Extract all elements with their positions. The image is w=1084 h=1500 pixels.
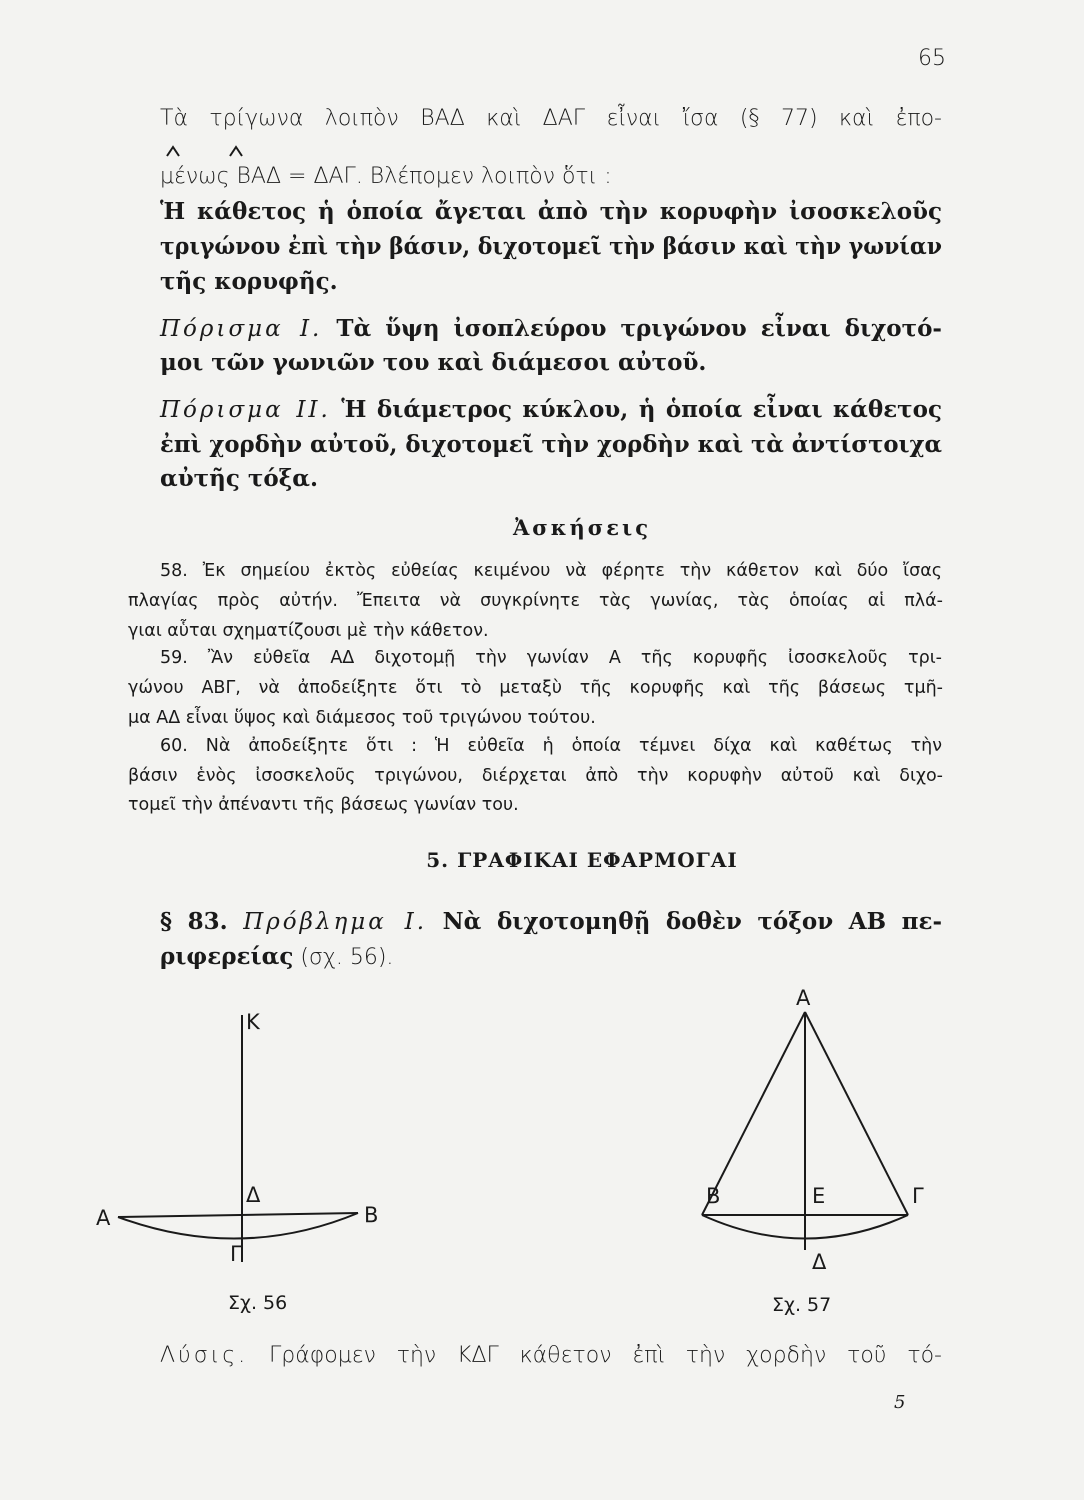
problem-label: Πρόβλημα I. (243, 909, 428, 935)
text: Ἡ διάμετρος κύκλου, ἡ ὁποία εἶναι κάθετος (341, 396, 943, 423)
fig56-label-d: Δ (246, 1183, 261, 1207)
fig56-chord (118, 1213, 358, 1217)
porisma-label: Πόρισμα II. (160, 397, 331, 423)
porisma2-line: αὐτῆς τόξα. (160, 465, 319, 492)
page-number: 65 (918, 46, 946, 71)
text: (σχ. 56). (293, 945, 394, 970)
solution-line (160, 1343, 942, 1368)
fig57-caption: Σχ. 57 (772, 1294, 832, 1316)
exercise-59: γώνου ΑΒΓ, νὰ ἀποδείξητε ὅτι τὸ μεταξὺ τῆς κορυφῆς καὶ τῆς βάσεως τμῆ- (128, 678, 943, 698)
fig57-label-b: Β (706, 1184, 721, 1208)
text: Νὰ διχοτομηθῇ δοθὲν τόξον ΑΒ πε- (442, 908, 942, 935)
exercise-60: τομεῖ τὴν ἀπέναντι τῆς βάσεως γωνίαν του. (128, 795, 519, 815)
text: Τὰ ὕψη ἰσοπλεύρου τριγώνου εἶναι διχοτό- (336, 315, 942, 342)
text: . Βλέπομεν λοιπὸν ὅτι : (355, 164, 612, 189)
theorem-line: τῆς κορυφῆς. (160, 268, 338, 295)
porisma1-line: μοι τῶν γωνιῶν του καὶ διάμεσοι αὐτοῦ. (160, 349, 707, 376)
equals-sign: = (281, 164, 314, 189)
porisma-label: Πόρισμα I. (160, 316, 323, 342)
fig57-label-g: Γ (912, 1184, 924, 1208)
exercises-heading: Ἀσκήσεις (513, 515, 651, 540)
exercise-59: μα ΑΔ εἶναι ὕψος καὶ διάμεσος τοῦ τριγώνου τούτου. (128, 708, 596, 728)
exercise-58: 58. Ἐκ σημείου ἐκτὸς εὐθείας κειμένου νὰ φέρητε τὴν κάθετον καὶ δύο ἴσας (160, 561, 942, 581)
angle-hat-mark (167, 147, 179, 156)
angle-label: ΒΑΔ (236, 164, 282, 189)
fig57-label-a: Α (796, 986, 811, 1010)
paragraph-line: Τὰ τρίγωνα λοιπὸν ΒΑΔ καὶ ΔΑΓ εἶναι ἴσα (§ 77) καὶ ἐπο- (160, 106, 942, 131)
exercise-60: 60. Νὰ ἀποδείξητε ὅτι : Ἡ εὐθεῖα ἡ ὁποία τέμνει δίχα καὶ καθέτως τὴν (160, 736, 942, 756)
theorem-line: Ἡ κάθετος ἡ ὁποία ἄγεται ἀπὸ τὴν κορυφὴν ἰσοσκελοῦς (160, 198, 942, 225)
text: Γράφομεν τὴν ΚΔΓ κάθετον ἐπὶ τὴν χορδὴν τοῦ τό- (269, 1343, 942, 1368)
exercise-58: πλαγίας πρὸς αὐτήν. Ἔπειτα νὰ συγκρίνητε τὰς γωνίας, τὰς ὁποίας αἱ πλά- (128, 591, 943, 611)
exercise-58: γιαι αὗται σχηματίζουσι μὲ τὴν κάθετον. (128, 621, 489, 641)
exercise-60: βάσιν ἑνὸς ἰσοσκελοῦς τριγώνου, διέρχεται ἀπὸ τὴν κορυφὴν αὐτοῦ καὶ διχο- (128, 766, 943, 786)
angle-hat-mark (230, 147, 242, 156)
text: μένως (160, 164, 237, 189)
solution-label: Λύσις. (160, 1343, 249, 1368)
signature-mark: 5 (894, 1392, 906, 1413)
porisma2-line: ἐπὶ χορδὴν αὐτοῦ, διχοτομεῖ τὴν χορδὴν καὶ τὰ ἀντίστοιχα (160, 431, 942, 458)
fig57-label-e: Ε (812, 1184, 826, 1208)
fig57-label-d: Δ (812, 1250, 827, 1274)
fig56-caption: Σχ. 56 (228, 1292, 288, 1314)
section-number: § 83. (160, 908, 228, 935)
theorem-line: τριγώνου ἐπὶ τὴν βάσιν, διχοτομεῖ τὴν βάσιν καὶ τὴν γωνίαν (160, 233, 942, 260)
text: ριφερείας (160, 943, 294, 970)
angle-label: ΔΑΓ (313, 164, 356, 189)
exercise-59: 59. Ἂν εὐθεῖα ΑΔ διχοτομῇ τὴν γωνίαν Α τῆς κορυφῆς ἰσοσκελοῦς τρι- (160, 648, 942, 668)
fig56-label-b: Β (364, 1203, 379, 1227)
fig56-label-a: Α (96, 1206, 111, 1230)
section-heading: 5. ΓΡΑΦΙΚΑΙ ΕΦΑΡΜΟΓΑΙ (426, 848, 738, 872)
fig56-label-k: Κ (246, 1010, 260, 1034)
fig56-label-g: Γ (230, 1242, 242, 1266)
